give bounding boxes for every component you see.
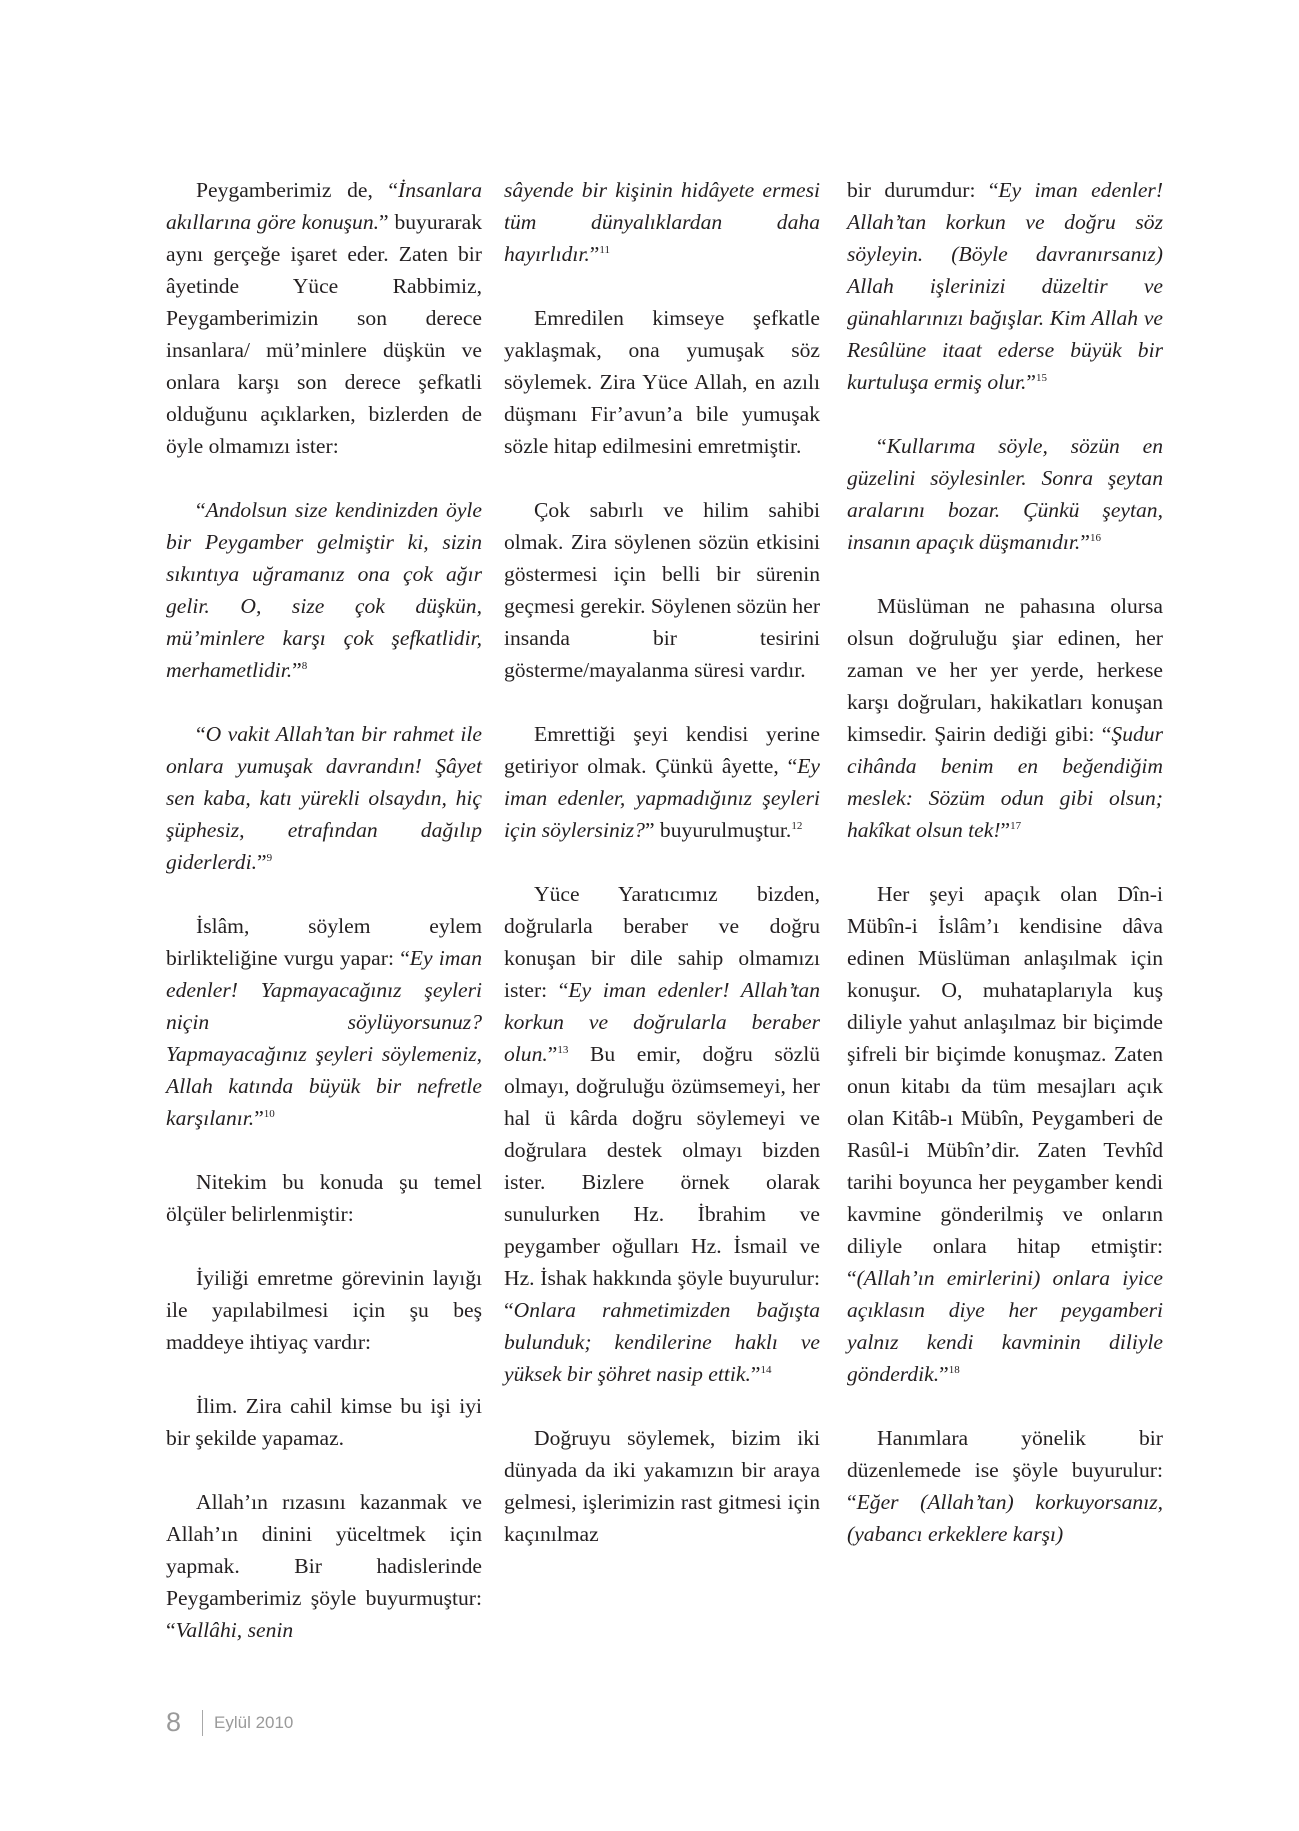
paragraph [166, 718, 482, 878]
footnote-ref: 8 [301, 660, 308, 672]
body-text: Allah’ın rızasını kazanmak ve Allah’ın dinini yüceltmek için yapmak. Bir hadislerinde Peygamberimiz şöyle buyurmuştur: “ [166, 1490, 482, 1642]
text-column-3 [847, 174, 1163, 1582]
footnote-ref: 15 [1035, 372, 1047, 384]
body-text: Bu emir, doğru sözlü olmayı, doğruluğu özümsemeyi, her hal ü kârda doğru söylemeyi ve doğrulara destek olmayı bizden ister. Bizlere örnek olarak sunulurken Hz. İbrahim ve peygamber oğulları Hz. İsmail ve Hz. İshak hakkında şöyle buyurulur: “ [504, 1042, 820, 1322]
body-text: “ [196, 498, 206, 522]
body-text: ” [547, 1042, 558, 1066]
body-text: bir durumdur: “ [847, 178, 999, 202]
paragraph [847, 1422, 1163, 1550]
quote-text: Vallâhi, senin [175, 1618, 294, 1642]
quote-text: Şudur cihânda benim en beğendiğim meslek: Sözüm odun gibi olsun; hakîkat olsun tek! [847, 722, 1163, 842]
body-text: İslâm, söylem eylem birlikteliğine vurgu yapar: “ [166, 914, 482, 970]
footnote-ref: 9 [266, 852, 273, 864]
body-text: İyiliği emretme görevinin layığı ile yapılabilmesi için şu beş maddeye ihtiyaç vardır: [166, 1266, 482, 1354]
body-text: Emredilen kimseye şefkatle yaklaşmak, ona yumuşak söz söylemek. Zira Yüce Allah, en azılı düşmanı Fir’avun’a bile yumuşak sözle hitap edilmesini emretmiştir. [504, 306, 820, 458]
body-text: Emrettiği şeyi kendisi yerine getiriyor olmak. Çünkü âyette, “ [504, 722, 820, 778]
body-text: ” [1000, 818, 1011, 842]
text-column-1 [166, 174, 482, 1678]
body-text: “ [877, 434, 887, 458]
quote-text: Ey iman edenler, yapmadığınız şeyleri için söylersiniz? [504, 754, 820, 842]
footnote-ref: 18 [948, 1364, 960, 1376]
footnote-ref: 11 [599, 244, 610, 256]
paragraph [166, 494, 482, 686]
paragraph [504, 1422, 820, 1550]
body-text: ” [939, 1362, 949, 1386]
body-text: ” [256, 850, 267, 874]
paragraph [847, 174, 1163, 398]
paragraph [504, 878, 820, 1390]
body-text: ” [1026, 370, 1036, 394]
paragraph [166, 174, 482, 462]
body-text: ” [750, 1362, 761, 1386]
body-text: ” [292, 658, 302, 682]
paragraph [166, 910, 482, 1134]
body-text: Yüce Yaratıcımız bizden, doğrularla beraber ve doğru konuşan bir dile sahip olmamızı ister: “ [504, 882, 820, 1002]
body-text: ” [1080, 530, 1090, 554]
body-text: Hanımlara yönelik bir düzenlemede ise şöyle buyurulur: “ [847, 1426, 1163, 1514]
quote-text: Ey iman edenler! Yapmayacağınız şeyleri niçin söylüyorsunuz? Yapmayacağınız şeyleri söylemeniz, Allah katında büyük bir nefretle karşılanır. [166, 946, 482, 1130]
footnote-ref: 12 [791, 820, 803, 832]
quote-text: Andolsun size kendinizden öyle bir Peygamber gelmiştir ki, sizin sıkıntıya uğramanız ona çok ağır gelir. O, size çok düşkün, mü’minlere karşı çok şefkatlidir, merhametlidir. [166, 498, 482, 682]
body-text: Nitekim bu konuda şu temel ölçüler belirlenmiştir: [166, 1170, 482, 1226]
quote-text: sâyende bir kişinin hidâyete ermesi tüm dünyalıklardan daha hayırlıdır. [504, 178, 820, 266]
body-text: Her şeyi apaçık olan Dîn-i Mübîn-i İslâm’ı kendisine dâva edinen Müslüman anlaşılmak için konuşur. O, muhataplarıyla kuş diliyle yahut anlaşılmaz bir biçimde şifreli bir biçimde konuşmaz. Zaten onun kitabı da tüm mesajları açık olan Kitâb-ı Mübîn, Peygamberi de Rasûl-i Mübîn’dir. Zaten Tevhîd tarihi boyunca her peygamber kendi kavmine gönderilmiş ve onların diliyle onlara hitap etmiştir: “ [847, 882, 1163, 1290]
quote-text: İnsanlara akıllarına göre konuşun. [166, 178, 482, 234]
paragraph [847, 430, 1163, 558]
quote-text: Onlara rahmetimizden bağışta bulunduk; kendilerine haklı ve yüksek bir şöhret nasip ettik. [504, 1298, 820, 1386]
body-text: Peygamberimiz de, “ [196, 178, 399, 202]
body-text: ” buyurulmuştur. [644, 818, 792, 842]
footer-divider [202, 1710, 203, 1736]
body-text: Çok sabırlı ve hilim sahibi olmak. Zira söylenen sözün etkisini göstermesi için belli bir sürenin geçmesi gerekir. Söylenen sözün her insanda bir tesirini gösterme/mayalanma süresi vardır. [504, 498, 821, 682]
paragraph [504, 718, 820, 846]
paragraph [166, 1166, 482, 1230]
body-text: ” [254, 1106, 264, 1130]
paragraph [166, 1262, 482, 1358]
footnote-ref: 10 [263, 1108, 275, 1120]
body-text: İlim. Zira cahil kimse bu işi iyi bir şekilde yapamaz. [166, 1394, 482, 1450]
quote-text: Kullarıma söyle, sözün en güzelini söylesinler. Sonra şeytan aralarını bozar. Çünkü şeytan, insanın apaçık düşmanıdır. [847, 434, 1163, 554]
quote-text: O vakit Allah’tan bir rahmet ile onlara yumuşak davrandın! Şâyet sen kaba, katı yürekli olsaydın, hiç şüphesiz, etrafından dağılıp giderlerdi. [166, 722, 482, 874]
paragraph [166, 1390, 482, 1454]
paragraph [166, 1486, 482, 1646]
issue-date: Eylül 2010 [214, 1713, 294, 1732]
quote-text: (Allah’ın emirlerini) onlara iyice açıklasın diye her peygamberi yalnız kendi kavminin diliyle gönderdik. [847, 1266, 1163, 1386]
footnote-ref: 16 [1089, 532, 1101, 544]
body-text: “ [196, 722, 206, 746]
footnote-ref: 13 [557, 1044, 569, 1056]
body-text: ” [589, 242, 600, 266]
paragraph [504, 302, 820, 462]
paragraph [504, 174, 820, 270]
text-column-2 [504, 174, 820, 1582]
paragraph [504, 494, 820, 686]
footnote-ref: 17 [1010, 820, 1022, 832]
paragraph [847, 590, 1163, 846]
quote-text: Ey iman edenler! Allah’tan korkun ve doğrularla beraber olun. [504, 978, 820, 1066]
body-text: ” buyurarak aynı gerçeğe işaret eder. Zaten bir âyetinde Yüce Rabbimiz, Peygamberimizin son derece insanlara/ mü’minlere düşkün ve onlara karşı son derece şefkatli olduğunu açıklarken, bizlerden de öyle olmamızı ister: [166, 210, 482, 458]
quote-text: Eğer (Allah’tan) korkuyorsanız, (yabancı erkeklere karşı) [847, 1490, 1163, 1546]
paragraph [847, 878, 1163, 1390]
quote-text: Ey iman edenler! Allah’tan korkun ve doğru söz söyleyin. (Böyle davranırsanız) Allah işlerinizi düzeltir ve günahlarınızı bağışlar. Kim Allah ve Resûlüne itaat ederse büyük bir kurtuluşa ermiş olur. [847, 178, 1164, 394]
footnote-ref: 14 [760, 1364, 772, 1376]
body-text: Doğruyu söylemek, bizim iki dünyada da iki yakamızın bir araya gelmesi, işlerimizin rast gitmesi için kaçınılmaz [504, 1426, 820, 1546]
page-number: 8 [166, 1707, 182, 1737]
body-text: Müslüman ne pahasına olursa olsun doğruluğu şiar edinen, her zaman ve her yer yerde, herkese karşı doğruları, hakikatları konuşan kimsedir. Şairin dediği gibi: “ [847, 594, 1163, 746]
